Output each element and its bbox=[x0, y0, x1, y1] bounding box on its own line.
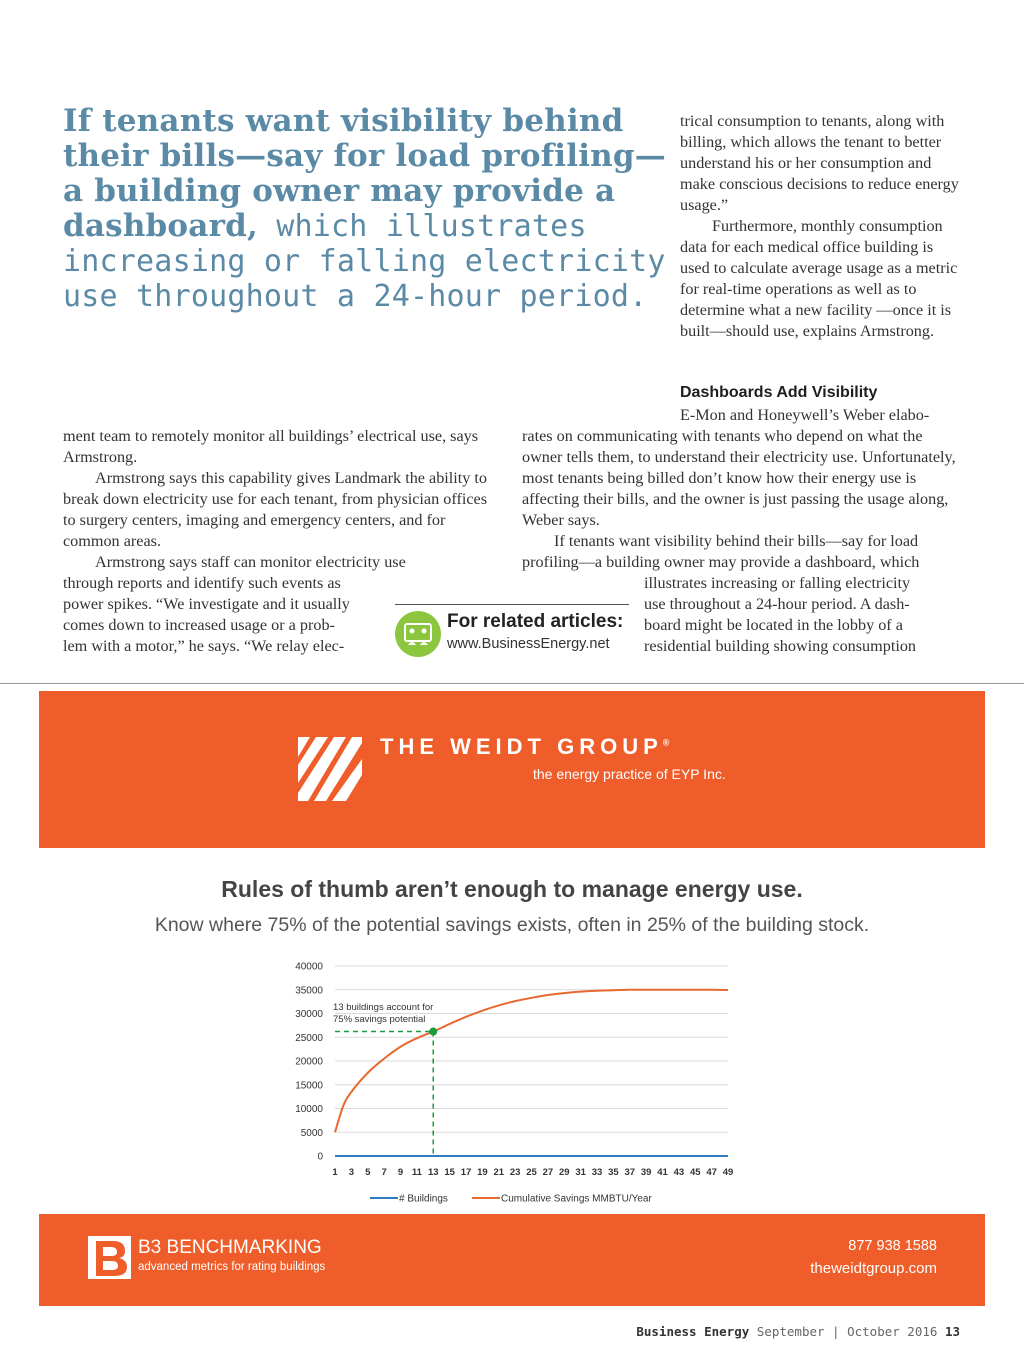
mid-paragraph-2: If tenants want visibility behind their bills—say for load profiling—a building owner may provide a dashboard, which bbox=[522, 532, 920, 571]
left-paragraph-3: Armstrong says staff can monitor electricity use bbox=[95, 553, 406, 571]
x-tick-label: 37 bbox=[624, 1167, 636, 1178]
mid-line: board might be located in the lobby of a bbox=[644, 616, 903, 634]
y-tick-label: 25000 bbox=[295, 1032, 323, 1044]
x-tick-label: 5 bbox=[365, 1167, 371, 1178]
y-tick-label: 0 bbox=[317, 1151, 323, 1163]
right-paragraph-2: Furthermore, monthly consumption data for each medical office building is used to calculate average usage as a metric for real-time operations as well as to determine what a new facility —once it is built—should use, explains Armstrong. bbox=[680, 217, 958, 340]
page-footer bbox=[636, 1324, 960, 1339]
mid-line: use throughout a 24-hour period. A dash- bbox=[644, 595, 910, 613]
mid-paragraph-1: rates on communicating with tenants who depend on what the owner tells them, to understand their electricity use. Unfortunately, most tenants being billed don’t know how their energy use is affecting their bills, and the owner is just passing the usage along, Weber says. bbox=[522, 427, 956, 529]
y-tick-label: 5000 bbox=[300, 1127, 323, 1139]
annotation-label: 75% savings potential bbox=[333, 1014, 426, 1025]
b3-logo-icon bbox=[88, 1236, 131, 1279]
related-url[interactable]: www.BusinessEnergy.net bbox=[447, 636, 610, 652]
left-paragraph-2: Armstrong says this capability gives Landmark the ability to break down electricity use for each tenant, from physician offices to surgery centers, imaging and emergency centers, and for common areas. bbox=[63, 469, 488, 550]
weidt-logo-icon bbox=[298, 737, 362, 801]
x-tick-label: 17 bbox=[460, 1167, 472, 1178]
x-tick-label: 15 bbox=[444, 1167, 455, 1178]
y-tick-label: 15000 bbox=[295, 1080, 323, 1092]
x-tick-label: 1 bbox=[332, 1167, 338, 1178]
ad-website[interactable]: theweidtgroup.com bbox=[810, 1260, 937, 1277]
y-tick-label: 35000 bbox=[295, 985, 323, 997]
x-tick-label: 23 bbox=[509, 1167, 521, 1178]
ad-banner-top bbox=[39, 691, 985, 848]
x-tick-label: 33 bbox=[591, 1167, 603, 1178]
x-tick-label: 9 bbox=[397, 1167, 404, 1178]
annotation-marker bbox=[429, 1028, 437, 1036]
left-line: comes down to increased usage or a prob- bbox=[63, 616, 335, 634]
pull-quote bbox=[63, 104, 673, 314]
x-tick-label: 35 bbox=[608, 1167, 619, 1178]
left-line: power spikes. “We investigate and it usually bbox=[63, 595, 350, 613]
right-paragraph-1: trical consumption to tenants, along with billing, which allows the tenant to better understand his or her consumption and make conscious decisions to reduce energy usage.” bbox=[680, 112, 959, 214]
savings-chart bbox=[280, 955, 750, 1210]
x-tick-label: 39 bbox=[640, 1167, 652, 1178]
mid-line: illustrates increasing or falling electricity bbox=[644, 574, 911, 592]
y-tick-label: 40000 bbox=[295, 961, 323, 973]
ad-subheadline: Know where 75% of the potential savings exists, often in 25% of the building stock. bbox=[154, 914, 870, 936]
related-title: For related articles: bbox=[447, 611, 624, 632]
mid-line: residential building showing consumption bbox=[644, 637, 917, 655]
footer-page-number: 13 bbox=[944, 1324, 960, 1339]
y-tick-label: 30000 bbox=[295, 1009, 323, 1020]
x-tick-label: 31 bbox=[575, 1167, 586, 1178]
x-tick-label: 41 bbox=[657, 1167, 668, 1178]
x-tick-label: 29 bbox=[558, 1167, 570, 1178]
x-tick-label: 45 bbox=[689, 1167, 701, 1178]
x-tick-label: 25 bbox=[526, 1167, 537, 1178]
related-divider bbox=[395, 604, 629, 605]
right-intro: E-Mon and Honeywell’s Weber elabo- bbox=[680, 406, 930, 424]
x-tick-label: 47 bbox=[706, 1167, 717, 1178]
left-paragraph-1: ment team to remotely monitor all buildings’ electrical use, says Armstrong. bbox=[63, 427, 479, 466]
ad-phone: 877 938 1588 bbox=[848, 1238, 937, 1254]
y-tick-label: 10000 bbox=[295, 1104, 323, 1115]
x-tick-label: 21 bbox=[493, 1167, 505, 1178]
x-tick-label: 11 bbox=[411, 1167, 422, 1178]
weidt-brand: THE WEIDT GROUP® bbox=[380, 734, 670, 759]
ad-headline: Rules of thumb aren’t enough to manage energy use. bbox=[221, 876, 803, 902]
x-tick-label: 49 bbox=[722, 1167, 734, 1178]
b3-tagline: advanced metrics for rating buildings bbox=[138, 1261, 326, 1273]
legend-label-cumulative-savings: Cumulative Savings MMBTU/Year bbox=[501, 1193, 652, 1205]
left-line: through reports and identify such events as bbox=[63, 574, 341, 592]
pull-quote-light: which illustrates increasing or falling electricity use throughout a 24-hour period. bbox=[63, 209, 666, 314]
annotation-label: 13 buildings account for bbox=[333, 1002, 434, 1013]
section-heading: Dashboards Add Visibility bbox=[680, 384, 878, 401]
footer-publication: Business Energy bbox=[636, 1324, 750, 1339]
x-tick-label: 43 bbox=[673, 1167, 685, 1178]
b3-name: B3 BENCHMARKING bbox=[138, 1237, 322, 1258]
x-tick-label: 19 bbox=[477, 1167, 488, 1178]
right-column-top bbox=[680, 111, 962, 342]
x-tick-label: 27 bbox=[542, 1167, 554, 1178]
presentation-icon bbox=[395, 611, 441, 657]
y-tick-label: 20000 bbox=[295, 1056, 323, 1068]
weidt-subtitle: the energy practice of EYP Inc. bbox=[533, 766, 726, 782]
page-divider bbox=[0, 683, 1024, 684]
x-tick-label: 13 bbox=[427, 1167, 439, 1178]
x-tick-label: 7 bbox=[381, 1167, 387, 1178]
x-tick-label: 3 bbox=[348, 1167, 355, 1178]
legend-label-buildings: # Buildings bbox=[399, 1193, 448, 1205]
left-line: lem with a motor,” he says. “We relay elec- bbox=[63, 637, 345, 655]
footer-issue: September | October 2016 bbox=[749, 1324, 945, 1339]
pull-quote-bold: If tenants want visibility behind their bills—say for load profiling—a building owner may provide a dashboard, bbox=[63, 103, 666, 244]
